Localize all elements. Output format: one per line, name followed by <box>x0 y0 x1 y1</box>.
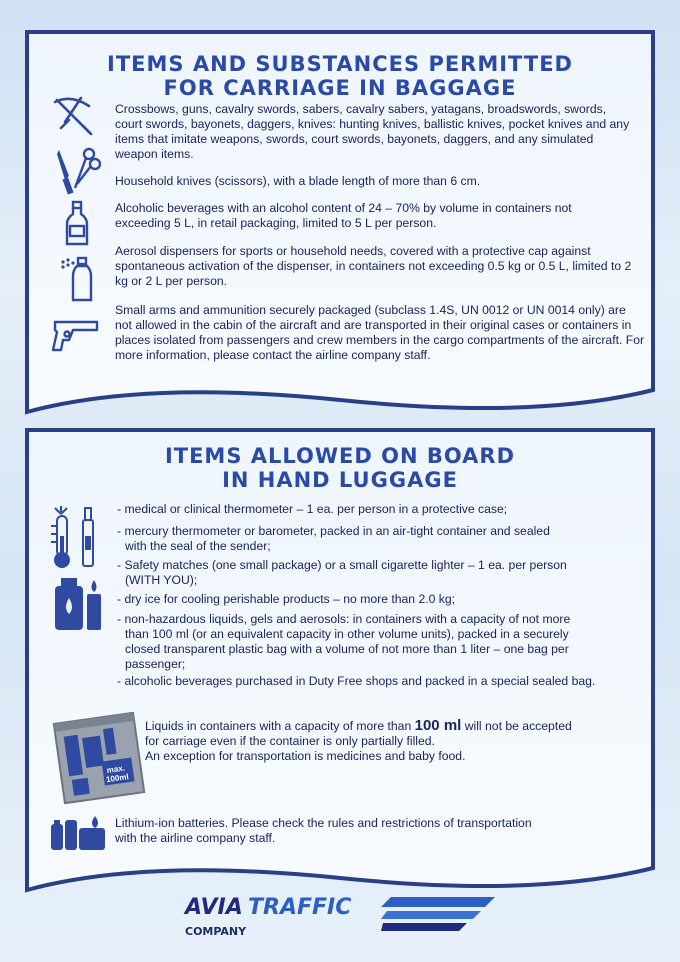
liquids-notice: Liquids in containers with a capacity of more than 100 ml will not be accepted for carriage even if the container is only partially filled. An exception for transportation is medicines and baby food. <box>145 717 572 763</box>
bullet-duty-free: - alcoholic beverages purchased in Duty Free shops and packed in a special sealed bag. <box>117 674 596 688</box>
thermometer-icon <box>47 506 103 570</box>
pistol-icon <box>51 316 101 356</box>
section1-item-small-arms: Small arms and ammunition securely packaged (subclass 1.4S, UN 0012 or UN 0014 only) are not allowed in the cabin of the aircraft and are transported in their original cases or containers in places isolated from passengers and crew members in the cargo compartments of the aircraft. For more information, please contact the airline company staff. <box>115 303 645 362</box>
knife-scissors-icon <box>53 146 101 198</box>
plastic-bag-icon <box>49 712 149 804</box>
panel-wave-edge <box>25 386 655 416</box>
bullet-liquids-cont3: passenger; <box>125 657 186 671</box>
section1-title: ITEMS AND SUBSTANCES PERMITTED FOR CARRIAGE IN BAGGAGE <box>107 52 573 100</box>
logo-company: COMPANY <box>185 925 247 938</box>
bullet-medical-thermometer: - medical or clinical thermometer – 1 ea. per person in a protective case; <box>117 502 508 516</box>
liquid-lighter-icon <box>51 574 105 634</box>
logo-stripes <box>381 897 495 937</box>
bullet-mercury-thermometer-cont: with the seal of the sender; <box>125 539 271 553</box>
bullet-liquids-cont2: closed transparent plastic bag with a volume of not more than 1 liter – one bag per <box>125 642 569 656</box>
logo-avia: AVIA <box>185 895 243 920</box>
section1-item-aerosol: Aerosol dispensers for sports or household needs, covered with a protective cap against spontaneous activation of the dispenser, in containers not exceeding 0.5 kg or 0.5 L, limited to 2 kg or 2 L per person. <box>115 244 632 288</box>
hand-luggage-panel <box>25 428 655 868</box>
baggage-panel <box>25 30 655 390</box>
panel-wave-edge <box>25 864 655 894</box>
company-logo <box>185 895 505 945</box>
battery-notice: Lithium-ion batteries. Please check the rules and restrictions of transportation with the airline company staff. <box>115 816 532 845</box>
bottle-icon <box>65 200 89 248</box>
section1-item-household-knives: Household knives (scissors), with a blade length of more than 6 cm. <box>115 174 481 188</box>
battery-fire-icon <box>49 812 107 852</box>
bullet-dry-ice: - dry ice for cooling perishable products – no more than 2.0 kg; <box>117 592 456 606</box>
bullet-liquids-cont1: than 100 ml (or an equivalent capacity in other volume units), packed in a securely <box>125 627 569 641</box>
logo-traffic: TRAFFIC <box>248 895 352 920</box>
section1-item-alcohol: Alcoholic beverages with an alcohol content of 24 – 70% by volume in containers not exceeding 5 L, in retail packaging, limited to 5 L per person. <box>115 201 572 230</box>
bullet-matches: - Safety matches (one small package) or a small cigarette lighter – 1 ea. per person <box>117 558 567 572</box>
aerosol-icon <box>59 256 95 302</box>
section2-title: ITEMS ALLOWED ON BOARD IN HAND LUGGAGE <box>164 444 516 492</box>
bag-label-100ml: 100ml <box>105 772 130 785</box>
bullet-matches-cont: (WITH YOU); <box>125 573 198 587</box>
crossbow-icon <box>51 92 97 138</box>
bullet-liquids: - non-hazardous liquids, gels and aerosols: in containers with a capacity of not more <box>117 612 571 626</box>
bullet-mercury-thermometer: - mercury thermometer or barometer, packed in an air-tight container and sealed <box>117 524 550 538</box>
bag-label-max: max. <box>106 763 126 775</box>
section1-item-weapons: Crossbows, guns, cavalry swords, sabers, cavalry sabers, yatagans, broadswords, swords, court swords, bayonets, daggers, knives: hunting knives, ballistic knives, pocket knives and any items that imitate weapons, swords, court swords, bayonets, daggers, and any simulated weapon items. <box>115 102 630 161</box>
